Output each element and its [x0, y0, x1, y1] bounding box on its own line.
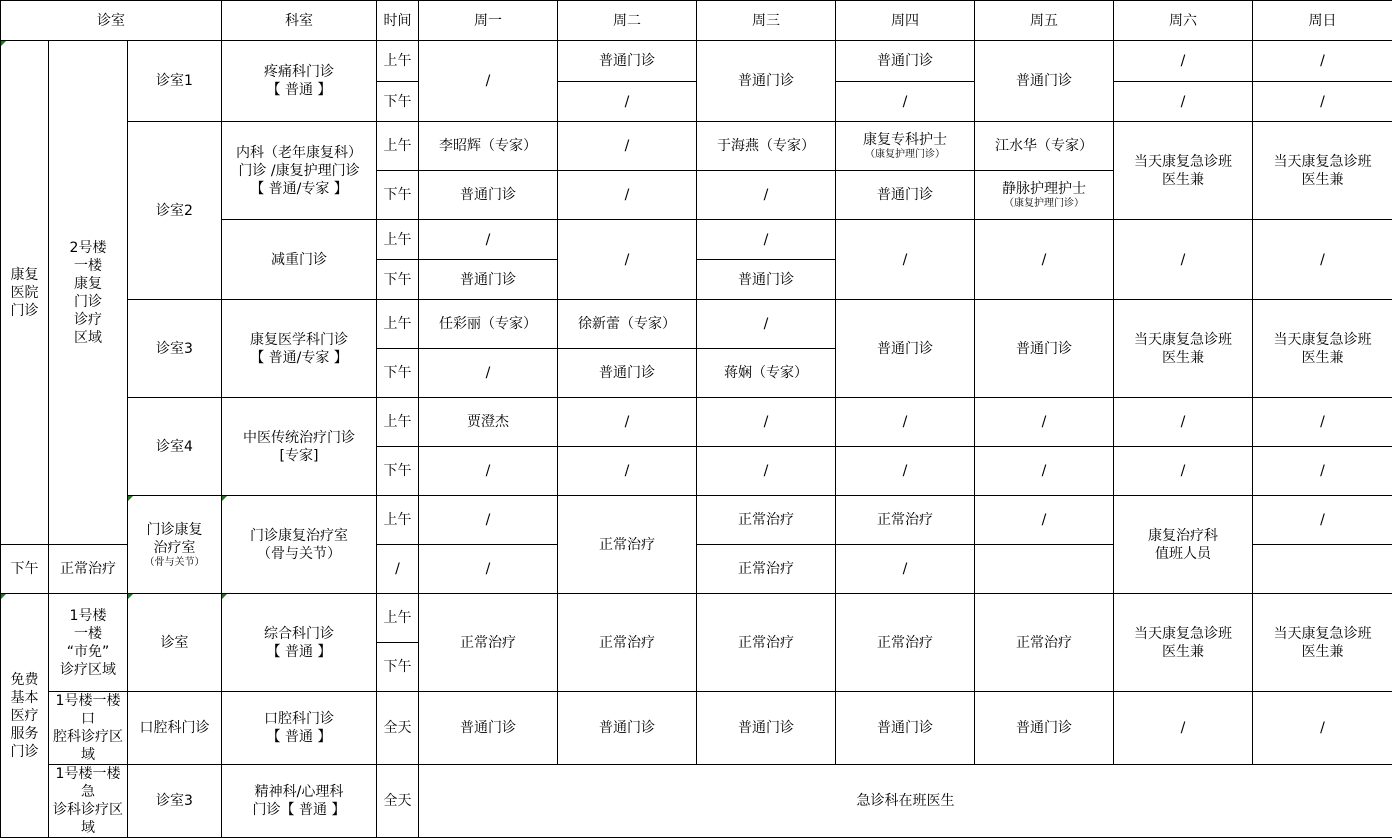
schedule-cell: 江水华（专家）	[975, 122, 1114, 171]
schedule-cell: /	[1114, 447, 1253, 496]
schedule-cell: /	[1114, 220, 1253, 300]
schedule-cell	[975, 171, 1114, 220]
nurse-note: （康复护理门诊）	[977, 198, 1111, 210]
header-sun: 周日	[1253, 1, 1392, 41]
room-2: 诊室2	[128, 122, 222, 300]
schedule-cell: /	[836, 447, 975, 496]
dept-tcm: 中医传统治疗门诊 [专家]	[222, 398, 377, 496]
dept-oral: 口腔科门诊 【 普通 】	[222, 692, 377, 765]
room-1: 诊室1	[128, 41, 222, 122]
schedule-cell: 蒋娴（专家）	[697, 349, 836, 398]
schedule-cell: 正常治疗	[836, 594, 975, 692]
schedule-cell: /	[975, 220, 1114, 300]
time-am: 上午	[377, 300, 419, 349]
table-row	[1, 122, 1392, 171]
schedule-cell: 普通门诊	[558, 692, 697, 765]
schedule-cell: /	[1253, 220, 1392, 300]
room-free: 诊室	[128, 594, 222, 692]
table-row	[1, 692, 1392, 765]
schedule-cell: 徐新蕾（专家）	[558, 300, 697, 349]
schedule-cell: /	[1114, 398, 1253, 447]
header-wed: 周三	[697, 1, 836, 41]
schedule-cell: 正常治疗	[697, 594, 836, 692]
schedule-cell: /	[697, 300, 836, 349]
schedule-cell: 普通门诊	[975, 692, 1114, 765]
schedule-cell: /	[975, 496, 1114, 545]
schedule-cell	[836, 122, 975, 171]
schedule-cell: 普通门诊	[419, 171, 558, 220]
time-pm: 下午	[377, 171, 419, 220]
area-building1-er: 1号楼一楼急 诊科诊疗区域	[49, 765, 128, 838]
schedule-cell: /	[975, 447, 1114, 496]
dept-psych: 精神科/心理科 门诊【 普通 】	[222, 765, 377, 838]
schedule-cell: 贾澄杰	[419, 398, 558, 447]
time-am: 上午	[377, 41, 419, 82]
schedule-cell: 普通门诊	[836, 41, 975, 82]
schedule-cell: /	[697, 171, 836, 220]
schedule-cell: /	[558, 171, 697, 220]
table-row	[1, 300, 1392, 349]
schedule-cell: 当天康复急诊班 医生兼	[1253, 122, 1392, 220]
time-pm: 下午	[377, 260, 419, 300]
group-free-clinic: 免费 基本 医疗 服务 门诊	[1, 594, 49, 838]
schedule-cell: 正常治疗	[836, 496, 975, 545]
room-3: 诊室3	[128, 300, 222, 398]
time-pm: 下午	[377, 447, 419, 496]
group-rehab-clinic: 康复 医院 门诊	[1, 41, 49, 545]
time-pm: 下午	[377, 349, 419, 398]
header-thu: 周四	[836, 1, 975, 41]
dept-internal: 内科（老年康复科） 门诊 /康复护理门诊 【 普通/专家 】	[222, 122, 377, 220]
header-time: 时间	[377, 1, 419, 41]
room-oral: 口腔科门诊	[128, 692, 222, 765]
time-allday: 全天	[377, 692, 419, 765]
schedule-cell: 正常治疗	[697, 496, 836, 545]
schedule-cell: /	[1253, 398, 1392, 447]
schedule-cell: 普通门诊	[697, 260, 836, 300]
schedule-cell: /	[836, 545, 975, 594]
time-am: 上午	[377, 122, 419, 171]
time-pm: 下午	[1, 545, 49, 594]
schedule-cell: /	[1114, 41, 1253, 82]
nurse-label: 康复专科护士	[838, 131, 972, 149]
table-row	[1, 496, 1392, 545]
time-am: 上午	[377, 594, 419, 643]
schedule-cell: /	[836, 220, 975, 300]
schedule-cell: /	[558, 220, 697, 300]
schedule-cell: 正常治疗	[419, 594, 558, 692]
schedule-cell: /	[1253, 82, 1392, 122]
schedule-cell: /	[697, 447, 836, 496]
room-er: 诊室3	[128, 765, 222, 838]
schedule-cell: /	[419, 349, 558, 398]
dept-weight: 减重门诊	[222, 220, 377, 300]
time-pm: 下午	[377, 82, 419, 122]
schedule-cell: /	[558, 398, 697, 447]
schedule-cell: /	[836, 398, 975, 447]
dept-pain: 疼痛科门诊 【 普通 】	[222, 41, 377, 122]
table-row	[1, 765, 1392, 838]
table-row	[1, 594, 1392, 643]
schedule-cell: /	[1253, 41, 1392, 82]
schedule-cell: /	[377, 545, 419, 594]
schedule-cell: 正常治疗	[697, 545, 836, 594]
header-tue: 周二	[558, 1, 697, 41]
schedule-cell: /	[975, 398, 1114, 447]
header-row	[1, 1, 1392, 41]
schedule-cell: /	[1114, 692, 1253, 765]
schedule-cell: /	[558, 447, 697, 496]
schedule-cell: /	[1253, 692, 1392, 765]
schedule-cell: 当天康复急诊班 医生兼	[1253, 300, 1392, 398]
schedule-cell: 当天康复急诊班 医生兼	[1114, 300, 1253, 398]
schedule-cell: 普通门诊	[558, 349, 697, 398]
schedule-cell: 正常治疗	[558, 594, 697, 692]
schedule-cell: /	[697, 398, 836, 447]
time-allday: 全天	[377, 765, 419, 838]
dept-rehab-treatment: 门诊康复治疗室 （骨与关节）	[222, 496, 377, 594]
room-4: 诊室4	[128, 398, 222, 496]
schedule-cell: /	[1114, 82, 1253, 122]
header-mon: 周一	[419, 1, 558, 41]
schedule-cell: 普通门诊	[975, 41, 1114, 122]
schedule-cell: 普通门诊	[975, 300, 1114, 398]
schedule-cell: 李昭辉（专家）	[419, 122, 558, 171]
room-rehab-treatment-note: （骨与关节）	[130, 557, 219, 569]
time-am: 上午	[377, 220, 419, 260]
schedule-cell: /	[558, 82, 697, 122]
time-am: 上午	[377, 496, 419, 545]
schedule-cell: 普通门诊	[697, 41, 836, 122]
time-pm: 下午	[377, 643, 419, 692]
schedule-cell: /	[419, 41, 558, 122]
area-building1-oral: 1号楼一楼口 腔科诊疗区域	[49, 692, 128, 765]
header-room: 诊室	[1, 1, 222, 41]
schedule-cell: 于海燕（专家）	[697, 122, 836, 171]
schedule-cell: 正常治疗	[558, 496, 697, 594]
schedule-cell: /	[419, 220, 558, 260]
schedule-cell: /	[419, 545, 558, 594]
area-building1-free: 1号楼 一楼 “市免” 诊疗区域	[49, 594, 128, 692]
schedule-cell: 普通门诊	[697, 692, 836, 765]
schedule-cell: /	[419, 496, 558, 545]
schedule-cell: 普通门诊	[836, 692, 975, 765]
header-fri: 周五	[975, 1, 1114, 41]
schedule-cell: 当天康复急诊班 医生兼	[1253, 594, 1392, 692]
schedule-cell: 康复治疗科 值班人员	[1114, 496, 1253, 594]
nurse-label: 静脉护理护士	[977, 180, 1111, 198]
schedule-cell: 正常治疗	[975, 594, 1114, 692]
schedule-cell: 当天康复急诊班 医生兼	[1114, 122, 1253, 220]
schedule-cell: /	[697, 220, 836, 260]
schedule-cell: 普通门诊	[558, 41, 697, 82]
room-rehab-treatment-label: 门诊康复 治疗室	[130, 521, 219, 557]
area-building2: 2号楼 一楼 康复 门诊 诊疗 区域	[49, 41, 128, 545]
dept-general: 综合科门诊 【 普通 】	[222, 594, 377, 692]
schedule-cell: 普通门诊	[419, 692, 558, 765]
header-sat: 周六	[1114, 1, 1253, 41]
dept-rehab-med: 康复医学科门诊 【 普通/专家 】	[222, 300, 377, 398]
room-rehab-treatment	[128, 496, 222, 594]
schedule-cell: 当天康复急诊班 医生兼	[1114, 594, 1253, 692]
header-dept: 科室	[222, 1, 377, 41]
schedule-cell: /	[1253, 447, 1392, 496]
schedule-cell: /	[836, 82, 975, 122]
schedule-cell: 正常治疗	[49, 545, 128, 594]
schedule-cell: 普通门诊	[836, 171, 975, 220]
schedule-cell: 普通门诊	[836, 300, 975, 398]
schedule-cell: 任彩丽（专家）	[419, 300, 558, 349]
time-am: 上午	[377, 398, 419, 447]
schedule-cell: 普通门诊	[419, 260, 558, 300]
nurse-note: （康复护理门诊）	[838, 149, 972, 161]
schedule-cell: /	[558, 122, 697, 171]
schedule-cell: /	[419, 447, 558, 496]
schedule-cell-merged: 急诊科在班医生	[419, 765, 1392, 838]
schedule-cell: /	[1253, 496, 1392, 545]
table-row	[1, 41, 1392, 82]
table-row	[1, 398, 1392, 447]
